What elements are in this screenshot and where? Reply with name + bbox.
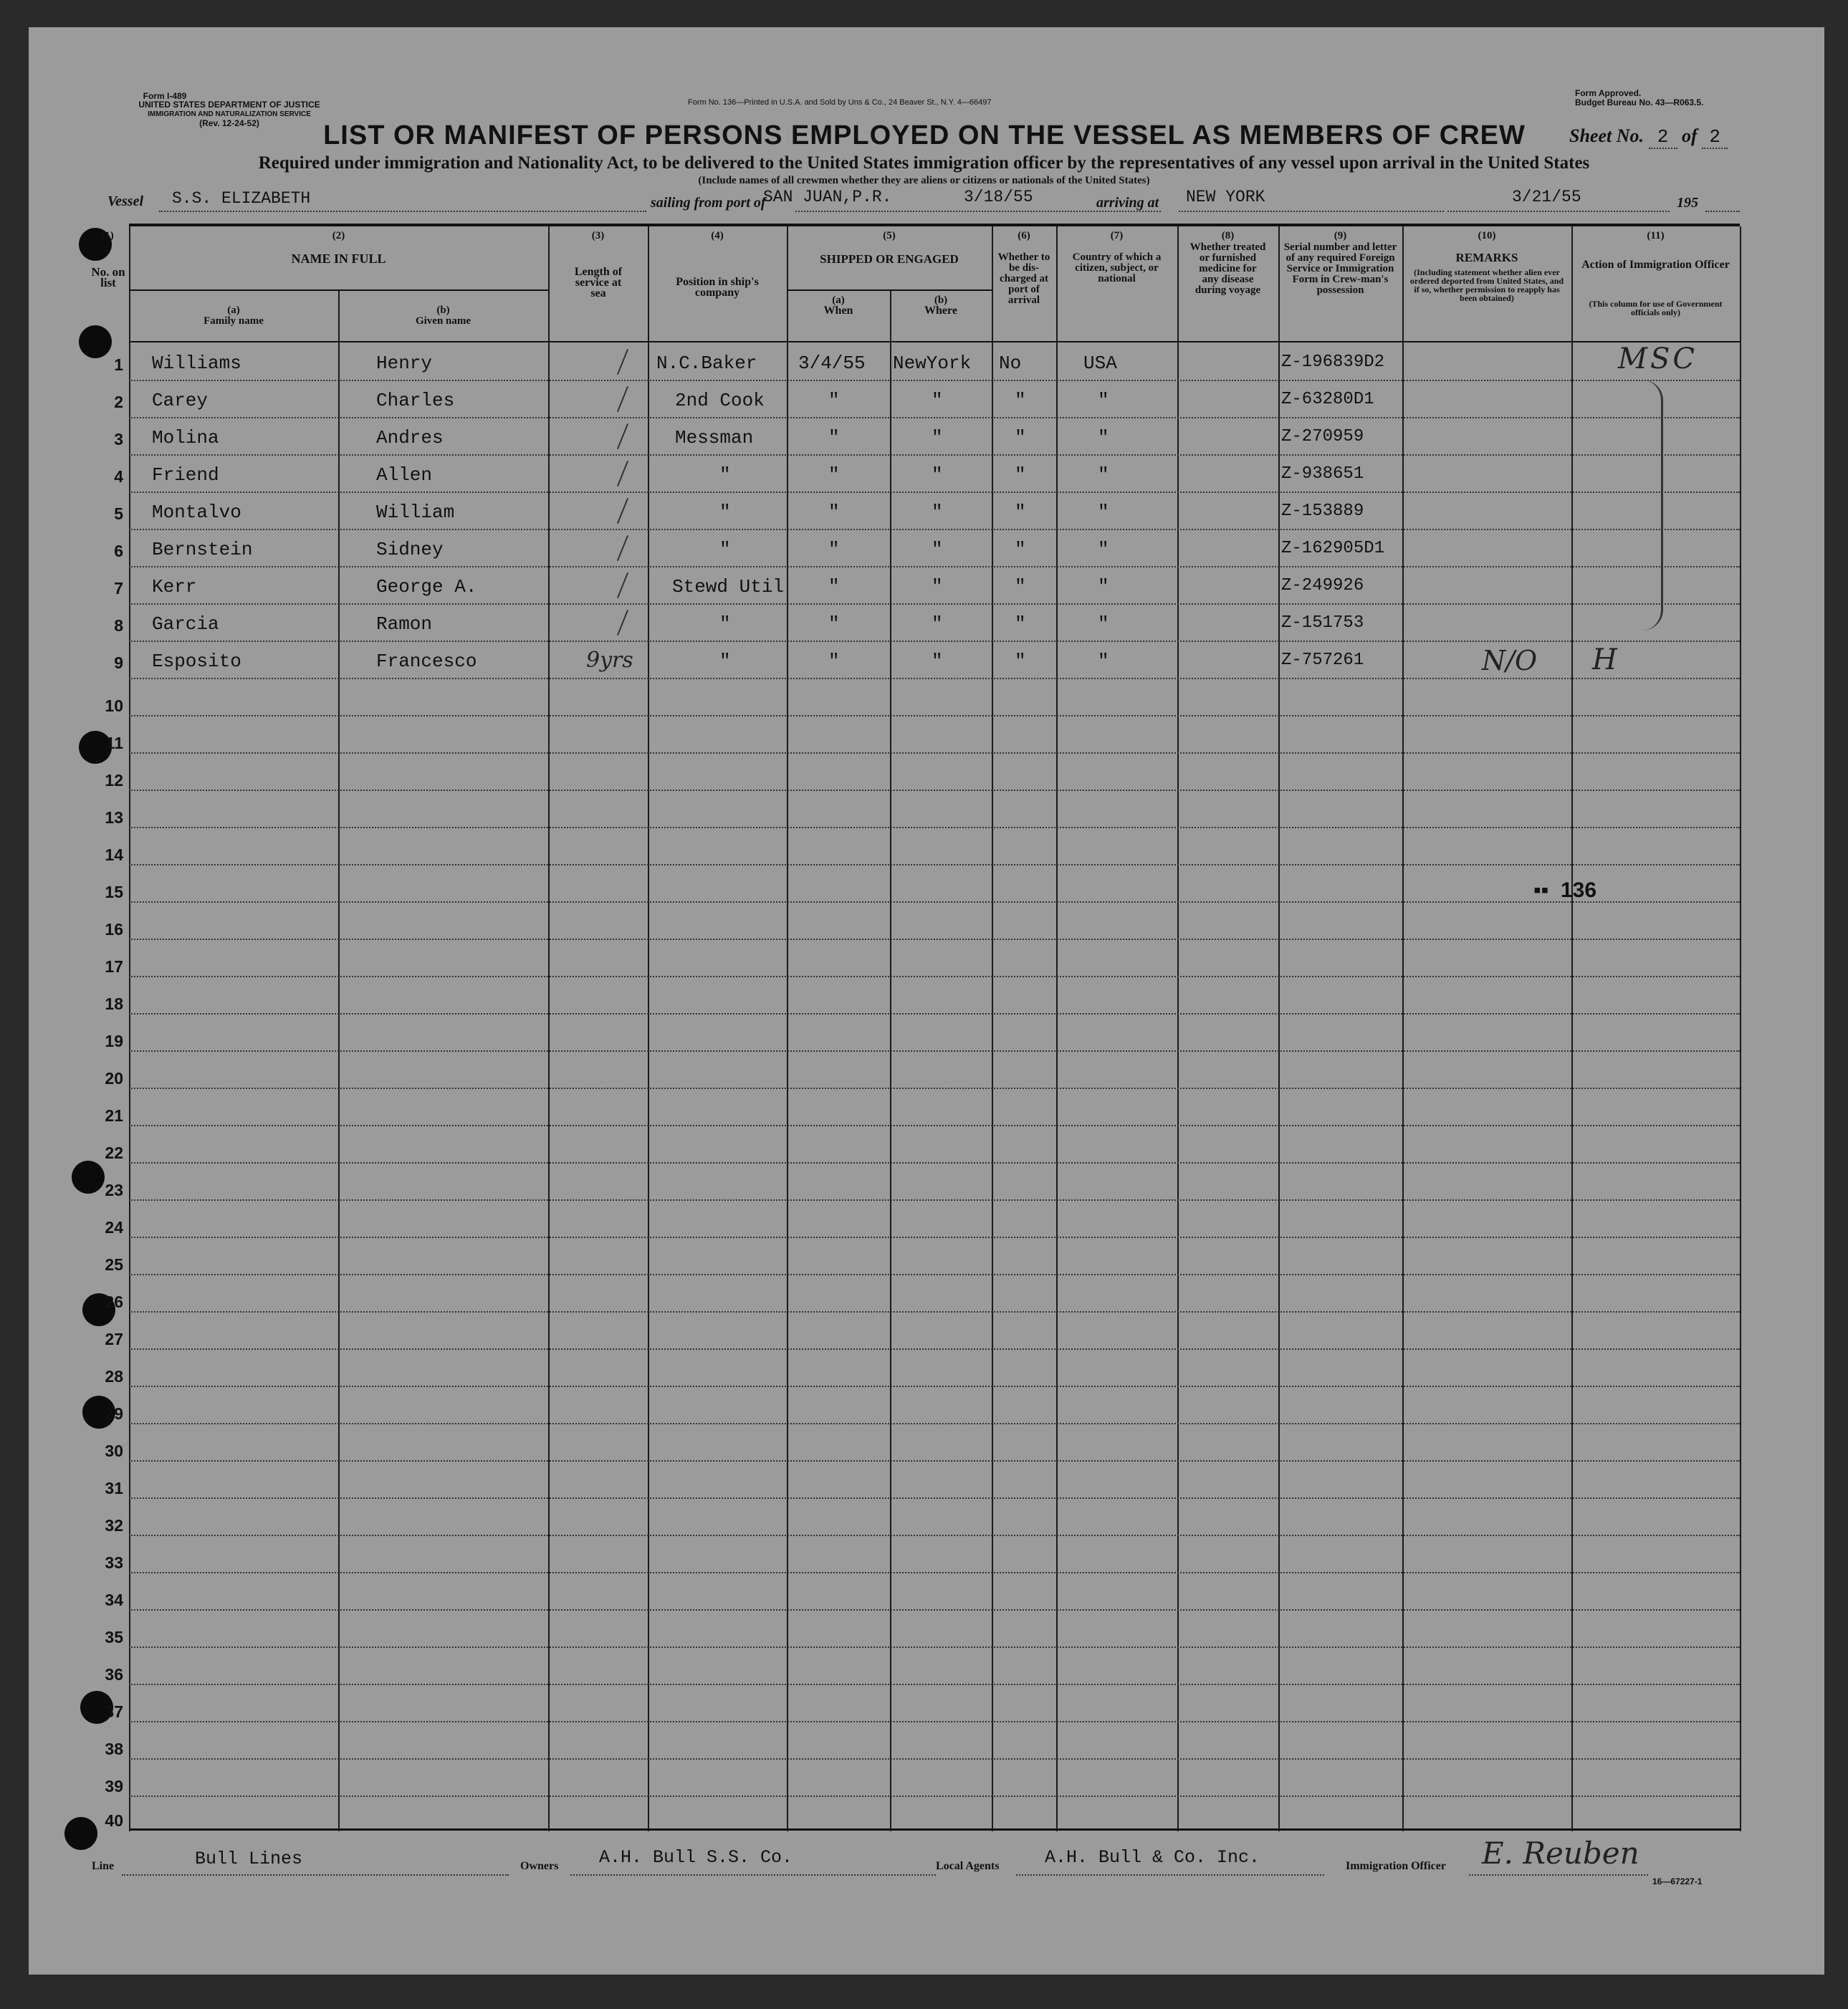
country: " xyxy=(1098,427,1109,449)
line-number: 32 xyxy=(105,1516,123,1535)
line-number: 34 xyxy=(105,1591,123,1609)
position: " xyxy=(719,464,731,486)
col4-num: (4) xyxy=(711,230,724,241)
serial: Z-63280D1 xyxy=(1281,390,1374,409)
sailing-date: 3/18/55 xyxy=(964,188,1033,206)
line-number: 23 xyxy=(105,1181,123,1199)
row-rule xyxy=(129,1311,1740,1313)
line-number: 1 xyxy=(114,355,123,374)
line-number: 15 xyxy=(105,883,123,901)
col-remarks-note: (Including statement whether alien ever ordered deported from United States, and if so, whether permission to reapply has been obtained) xyxy=(1409,267,1564,303)
discharged: " xyxy=(1015,427,1026,449)
given-name: Andres xyxy=(376,427,444,449)
line-number: 16 xyxy=(105,920,123,939)
country: " xyxy=(1098,576,1109,598)
table-row xyxy=(0,643,1848,679)
col7-num: (7) xyxy=(1110,230,1124,241)
when: " xyxy=(828,613,840,635)
sheet-number xyxy=(1569,125,1728,149)
arrival-port: NEW YORK xyxy=(1186,188,1265,206)
col1-num: (1) xyxy=(101,230,114,241)
col-position: Position in ship's company xyxy=(676,276,759,299)
table-bottom-rule xyxy=(129,1828,1740,1831)
serial: Z-249926 xyxy=(1281,576,1364,595)
length-check-mark xyxy=(617,386,628,412)
where: NewYork xyxy=(893,353,972,374)
given-name: George A. xyxy=(376,576,477,598)
officer-label: Immigration Officer xyxy=(1346,1860,1446,1872)
arrival-date-underline xyxy=(1447,211,1670,212)
owners-underline xyxy=(570,1874,936,1876)
line-number: 14 xyxy=(105,845,123,864)
col-given-b: (b) xyxy=(436,305,450,316)
line-number: 3 xyxy=(114,430,123,449)
agents-underline xyxy=(1016,1874,1324,1876)
header-bottom-rule xyxy=(129,341,1740,342)
country: " xyxy=(1098,539,1109,560)
row-rule xyxy=(129,1386,1740,1387)
line-label: Line xyxy=(92,1860,115,1872)
row-rule xyxy=(129,715,1740,716)
line-number: 40 xyxy=(105,1811,123,1830)
given-name: Charles xyxy=(376,390,455,411)
family-name: Garcia xyxy=(152,613,219,635)
line-number: 5 xyxy=(114,504,123,523)
col-length-service: Length of service at sea xyxy=(574,266,623,299)
position: N.C.Baker xyxy=(656,353,757,374)
country: " xyxy=(1098,651,1109,672)
table-row xyxy=(0,464,1848,493)
officer-underline xyxy=(1469,1874,1648,1876)
discharged: " xyxy=(1015,539,1026,560)
family-name: Bernstein xyxy=(152,539,253,560)
officer-signature: E. Reuben xyxy=(1482,1836,1639,1871)
line-number: 33 xyxy=(105,1553,123,1572)
given-name: Allen xyxy=(376,464,433,486)
line-number: 27 xyxy=(105,1330,123,1348)
row-rule xyxy=(129,901,1740,903)
owners: A.H. Bull S.S. Co. xyxy=(599,1847,793,1868)
family-name: Williams xyxy=(152,353,241,374)
line-number: 13 xyxy=(105,808,123,827)
department: UNITED STATES DEPARTMENT OF JUSTICE xyxy=(138,100,320,110)
line-number: 36 xyxy=(105,1665,123,1684)
col-when: When xyxy=(823,305,853,317)
serial: Z-153889 xyxy=(1281,502,1364,521)
given-name: William xyxy=(376,502,455,523)
line-number: 30 xyxy=(105,1442,123,1460)
line-number: 35 xyxy=(105,1628,123,1646)
when: 3/4/55 xyxy=(798,353,866,374)
sheet-of: of xyxy=(1682,125,1698,146)
line-number: 12 xyxy=(105,771,123,790)
country: " xyxy=(1098,464,1109,486)
vessel-name: S.S. ELIZABETH xyxy=(172,189,311,208)
sailing-label: sailing from port of xyxy=(651,195,766,211)
family-name: Kerr xyxy=(152,576,197,598)
row-rule xyxy=(129,827,1740,828)
stamp-number: 136 xyxy=(1560,878,1597,902)
position: " xyxy=(719,651,731,672)
col11-num: (11) xyxy=(1647,230,1665,241)
country: " xyxy=(1098,390,1109,411)
where: " xyxy=(932,464,943,486)
col5-num: (5) xyxy=(883,230,896,241)
row-rule xyxy=(129,1274,1740,1275)
line-number: 38 xyxy=(105,1740,123,1758)
row-rule xyxy=(129,1199,1740,1201)
discharged: " xyxy=(1015,502,1026,523)
col-no-on-list: No. on list xyxy=(91,265,125,289)
col-where: Where xyxy=(924,305,957,317)
discharged: " xyxy=(1015,576,1026,598)
row-rule xyxy=(129,752,1740,754)
discharged: No xyxy=(999,353,1022,374)
where: " xyxy=(932,576,943,598)
serial: Z-757261 xyxy=(1281,651,1364,670)
col-when-a: (a) xyxy=(832,294,845,306)
when: " xyxy=(828,502,840,523)
printer-line: Form No. 136—Printed in U.S.A. and Sold by Uns & Co., 24 Beaver St., N.Y. 4—66497 xyxy=(688,98,992,107)
when: " xyxy=(828,464,840,486)
page-title: LIST OR MANIFEST OF PERSONS EMPLOYED ON THE VESSEL AS MEMBERS OF CREW xyxy=(323,120,1526,150)
line-number: 20 xyxy=(105,1069,123,1088)
where: " xyxy=(932,539,943,560)
col-family-name: Family name xyxy=(204,315,264,327)
line-number: 8 xyxy=(114,616,123,635)
line-number: 29 xyxy=(105,1404,123,1423)
serial: Z-196839D2 xyxy=(1281,353,1385,372)
family-name: Montalvo xyxy=(152,502,241,523)
country: " xyxy=(1098,502,1109,523)
line-number: 9 xyxy=(114,653,123,672)
table-row xyxy=(0,539,1848,567)
position: " xyxy=(719,613,731,635)
serial: Z-151753 xyxy=(1281,613,1364,633)
discharged: " xyxy=(1015,651,1026,672)
year-underline xyxy=(1705,211,1740,212)
line-number: 31 xyxy=(105,1479,123,1497)
serial: Z-162905D1 xyxy=(1281,539,1385,558)
length-handwritten: 9yrs xyxy=(586,648,633,673)
family-name: Molina xyxy=(152,427,219,449)
line-underline xyxy=(122,1874,509,1876)
shipped-subheader-rule xyxy=(787,289,992,291)
remarks-handwritten: N/O xyxy=(1482,645,1538,676)
col-shipped-engaged: SHIPPED OR ENGAGED xyxy=(820,252,959,266)
service: IMMIGRATION AND NATURALIZATION SERVICE xyxy=(148,110,311,118)
given-name: Sidney xyxy=(376,539,444,560)
line-number: 19 xyxy=(105,1032,123,1050)
agents: A.H. Bull & Co. Inc. xyxy=(1045,1847,1260,1868)
where: " xyxy=(932,427,943,449)
include-note: (Include names of all crewmen whether they are aliens or citizens or nationals of the United States) xyxy=(698,175,1150,186)
row-rule xyxy=(129,1088,1740,1089)
footer-code: 16—67227-1 xyxy=(1652,1876,1703,1886)
line-number: 6 xyxy=(114,542,123,560)
line-number: 11 xyxy=(105,734,123,752)
row-rule xyxy=(129,1237,1740,1238)
agents-label: Local Agents xyxy=(936,1860,1000,1872)
where: " xyxy=(932,390,943,411)
col-treated: Whether treated or furnished medicine for any disease during voyage xyxy=(1189,241,1266,296)
col3-num: (3) xyxy=(591,230,605,241)
given-name: Henry xyxy=(376,353,433,374)
line-number: 17 xyxy=(105,957,123,976)
length-check-mark xyxy=(617,349,628,375)
col-remarks: REMARKS xyxy=(1455,251,1518,264)
length-check-mark xyxy=(617,610,628,636)
table-row xyxy=(0,613,1848,642)
country: " xyxy=(1098,613,1109,635)
when: " xyxy=(828,390,840,411)
line-number: 24 xyxy=(105,1218,123,1237)
row-rule xyxy=(129,939,1740,940)
position: " xyxy=(719,539,731,560)
col-country: Country of which a citizen, subject, or national xyxy=(1072,251,1162,284)
col8-num: (8) xyxy=(1221,230,1235,241)
line-number: 28 xyxy=(105,1367,123,1386)
row-rule xyxy=(129,1609,1740,1611)
line-number: 7 xyxy=(114,579,123,598)
sheet-no: 2 xyxy=(1649,126,1677,149)
form-id: Form I-489 xyxy=(143,91,187,101)
vessel-underline xyxy=(159,211,646,212)
row-rule xyxy=(129,1646,1740,1648)
arrival-underline xyxy=(1179,211,1444,212)
owners-label: Owners xyxy=(520,1860,559,1872)
col-discharged: Whether to be dis-charged at port of arrival xyxy=(997,251,1050,306)
msc-bracket xyxy=(1642,380,1663,630)
form-approved: Form Approved. xyxy=(1575,88,1642,98)
row-rule xyxy=(129,1348,1740,1350)
discharged: " xyxy=(1015,613,1026,635)
line-number: 22 xyxy=(105,1143,123,1162)
col-given-name: Given name xyxy=(415,315,471,327)
row-rule xyxy=(129,1162,1740,1164)
length-check-mark xyxy=(617,535,628,561)
where: " xyxy=(932,613,943,635)
row-rule xyxy=(129,1125,1740,1126)
row-rule xyxy=(129,1795,1740,1797)
table-row xyxy=(0,353,1848,381)
table-row xyxy=(0,427,1848,456)
row-rule xyxy=(129,1535,1740,1536)
table-row xyxy=(0,576,1848,605)
when: " xyxy=(828,427,840,449)
arriving-label: arriving at xyxy=(1096,195,1159,211)
family-name: Carey xyxy=(152,390,209,411)
table-top-rule xyxy=(129,224,1740,226)
row-rule xyxy=(129,1050,1740,1052)
when: " xyxy=(828,576,840,598)
col10-num: (10) xyxy=(1478,230,1496,241)
budget-bureau: Budget Bureau No. 43—R063.5. xyxy=(1575,97,1704,107)
row-rule xyxy=(129,1423,1740,1424)
revision: (Rev. 12-24-52) xyxy=(199,118,259,128)
row-rule xyxy=(129,1758,1740,1760)
arrival-date: 3/21/55 xyxy=(1512,188,1581,206)
table-row xyxy=(0,502,1848,530)
where: " xyxy=(932,651,943,672)
sheet-total: 2 xyxy=(1702,126,1728,149)
discharged: " xyxy=(1015,464,1026,486)
shipping-line: Bull Lines xyxy=(195,1849,303,1869)
position: Stewd Util xyxy=(672,576,785,598)
col6-num: (6) xyxy=(1018,230,1030,241)
line-number: 25 xyxy=(105,1255,123,1274)
serial: Z-938651 xyxy=(1281,464,1364,484)
line-number: 4 xyxy=(114,467,123,486)
sailing-port: SAN JUAN,P.R. xyxy=(763,188,892,206)
name-subheader-rule xyxy=(129,289,548,291)
row-rule xyxy=(129,790,1740,791)
length-check-mark xyxy=(617,423,628,449)
position: Messman xyxy=(675,427,754,449)
col2-num: (2) xyxy=(332,230,345,241)
length-check-mark xyxy=(617,498,628,524)
when: " xyxy=(828,651,840,672)
stamp: ▪▪ 136 xyxy=(1533,878,1597,902)
col-action: Action of Immigration Officer xyxy=(1581,259,1730,271)
row-rule xyxy=(129,1684,1740,1685)
sheet-label: Sheet No. xyxy=(1569,125,1644,146)
family-name: Esposito xyxy=(152,651,241,672)
msc-annotation: MSC xyxy=(1618,342,1698,375)
given-name: Francesco xyxy=(376,651,477,672)
row-rule xyxy=(129,1460,1740,1462)
col-where-b: (b) xyxy=(934,294,948,306)
col-action-note: (This column for use of Government officials only) xyxy=(1589,299,1723,317)
line-number: 26 xyxy=(105,1293,123,1311)
action-handwritten: H xyxy=(1592,643,1617,676)
row-rule xyxy=(129,864,1740,866)
line-number: 37 xyxy=(105,1702,123,1721)
col-family-a: (a) xyxy=(227,305,240,316)
row-rule xyxy=(129,1497,1740,1499)
line-number: 2 xyxy=(114,393,123,411)
row-rule xyxy=(129,1013,1740,1015)
serial: Z-270959 xyxy=(1281,427,1364,446)
where: " xyxy=(932,502,943,523)
table-row xyxy=(0,390,1848,418)
family-name: Friend xyxy=(152,464,219,486)
col-serial: Serial number and letter of any required Foreign Service or Immigration Form in Crew-man's possession xyxy=(1283,241,1397,296)
col9-num: (9) xyxy=(1334,230,1347,241)
when: " xyxy=(828,539,840,560)
row-rule xyxy=(129,1721,1740,1722)
line-number: 21 xyxy=(105,1106,123,1125)
country: USA xyxy=(1083,353,1117,374)
line-number: 39 xyxy=(105,1777,123,1795)
position: " xyxy=(719,502,731,523)
given-name: Ramon xyxy=(376,613,433,635)
position: 2nd Cook xyxy=(675,390,765,411)
line-number: 10 xyxy=(105,696,123,715)
length-check-mark xyxy=(617,572,628,598)
discharged: " xyxy=(1015,390,1026,411)
subtitle: Required under immigration and Nationality Act, to be delivered to the United States immigration officer by the representatives of any vessel upon arrival in the United States xyxy=(258,153,1590,173)
year-label: 195 xyxy=(1677,195,1698,211)
row-rule xyxy=(129,1572,1740,1573)
line-number: 18 xyxy=(105,994,123,1013)
length-check-mark xyxy=(617,461,628,486)
row-rule xyxy=(129,976,1740,977)
col-name-in-full: NAME IN FULL xyxy=(291,251,386,266)
vessel-label: Vessel xyxy=(107,193,143,209)
